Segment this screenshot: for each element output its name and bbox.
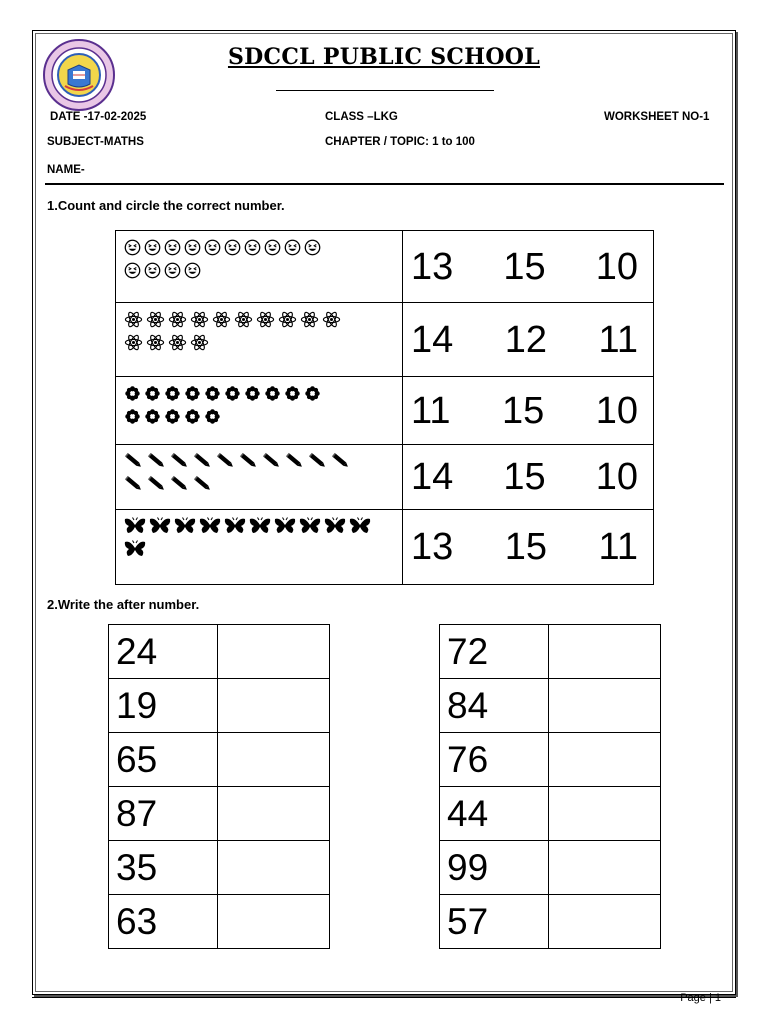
pencil-icon [331,451,351,471]
subject-label: SUBJECT-MATHS [47,136,144,148]
flower-icon [164,408,181,425]
flower-icon [224,385,241,402]
atom-icon [300,310,319,329]
given-number: 76 [440,733,549,787]
answer-option[interactable]: 15 [504,526,548,568]
after-number-row [440,787,661,841]
answer-box[interactable] [218,841,330,895]
laughing-face-icon [284,239,301,256]
atom-icon [190,310,209,329]
laughing-face-icon [164,262,181,279]
after-number-row [109,625,330,679]
answer-option[interactable]: 11 [598,318,638,361]
name-label: NAME- [47,164,85,176]
laughing-face-icon [244,239,261,256]
answer-option[interactable]: 15 [503,245,546,288]
title-rule [276,90,494,91]
pencil-icon [239,451,259,471]
butterfly-icon [124,517,146,535]
given-number: 44 [440,787,549,841]
pencil-icon [124,474,144,494]
atom-icon [168,333,187,352]
laughing-face-icon [184,239,201,256]
question-1-title: 1.Count and circle the correct number. [47,198,285,213]
pencil-icon [262,451,282,471]
answer-option[interactable]: 13 [411,245,454,288]
answer-box[interactable] [549,895,661,949]
pencil-icon [216,451,236,471]
after-number-row [109,679,330,733]
after-number-row [440,841,661,895]
answer-option[interactable]: 12 [504,318,548,361]
laughing-face-icon [224,239,241,256]
given-number: 65 [109,733,218,787]
pencil-icon [193,474,213,494]
answer-options [403,303,654,377]
butterfly-icon [274,517,296,535]
answer-box[interactable] [218,733,330,787]
given-number: 72 [440,625,549,679]
pencil-icon [285,451,305,471]
butterfly-icon [324,517,346,535]
after-number-row [440,625,661,679]
count-pictures [116,231,403,303]
pencil-icon [147,474,167,494]
answer-box[interactable] [549,625,661,679]
flower-icon [204,385,221,402]
butterfly-icon [299,517,321,535]
butterfly-icon [124,540,146,558]
answer-option[interactable]: 13 [411,526,454,568]
answer-options [403,510,654,585]
answer-option[interactable]: 10 [595,389,638,432]
pencil-icon [170,474,190,494]
after-number-row [109,787,330,841]
count-pictures [116,303,403,377]
atom-icon [124,333,143,352]
topic-label: CHAPTER / TOPIC: 1 to 100 [325,136,475,148]
question-2-title: 2.Write the after number. [47,597,200,612]
count-row [116,231,654,303]
flower-icon [184,385,201,402]
pencil-icon [124,451,144,471]
flower-icon [124,385,141,402]
atom-icon [256,310,275,329]
answer-box[interactable] [549,679,661,733]
page-number: Page | 1 [680,992,721,1004]
answer-option[interactable]: 15 [503,456,546,498]
laughing-face-icon [264,239,281,256]
butterfly-icon [349,517,371,535]
given-number: 35 [109,841,218,895]
answer-box[interactable] [218,679,330,733]
footer-rule [32,997,736,998]
flower-icon [304,385,321,402]
after-number-row [109,895,330,949]
flower-icon [164,385,181,402]
count-row [116,510,654,585]
school-name: SDCCL PUBLIC SCHOOL [227,44,541,70]
after-number-table-right [439,624,661,949]
count-row [116,303,654,377]
count-row [116,445,654,510]
answer-box[interactable] [218,625,330,679]
answer-option[interactable]: 11 [411,389,451,432]
laughing-face-icon [124,239,141,256]
pencil-icon [147,451,167,471]
name-rule [45,183,724,185]
atom-icon [234,310,253,329]
laughing-face-icon [144,262,161,279]
pencil-icon [170,451,190,471]
count-pictures [116,377,403,445]
atom-icon [212,310,231,329]
answer-option[interactable]: 15 [501,389,545,432]
answer-box[interactable] [549,787,661,841]
butterfly-icon [149,517,171,535]
butterfly-icon [199,517,221,535]
laughing-face-icon [184,262,201,279]
flower-icon [264,385,281,402]
given-number: 24 [109,625,218,679]
given-number: 87 [109,787,218,841]
after-number-row [109,733,330,787]
atom-icon [146,333,165,352]
atom-icon [322,310,341,329]
flower-icon [244,385,261,402]
butterfly-icon [249,517,271,535]
flower-icon [284,385,301,402]
answer-option[interactable]: 11 [598,526,638,568]
answer-options [403,377,654,445]
answer-box[interactable] [549,733,661,787]
answer-box[interactable] [218,895,330,949]
flower-icon [184,408,201,425]
after-number-row [440,679,661,733]
answer-option[interactable]: 14 [411,456,454,498]
after-number-row [109,841,330,895]
count-row [116,377,654,445]
flower-icon [124,408,141,425]
given-number: 19 [109,679,218,733]
atom-icon [190,333,209,352]
laughing-face-icon [144,239,161,256]
butterfly-icon [224,517,246,535]
after-number-table-left [108,624,330,949]
atom-icon [278,310,297,329]
atom-icon [124,310,143,329]
answer-box[interactable] [549,841,661,895]
after-number-row [440,895,661,949]
count-pictures [116,445,403,510]
answer-box[interactable] [218,787,330,841]
count-pictures [116,510,403,585]
atom-icon [168,310,187,329]
given-number: 84 [440,679,549,733]
laughing-face-icon [164,239,181,256]
answer-options [403,231,654,303]
laughing-face-icon [204,239,221,256]
class-label: CLASS –LKG [325,111,398,123]
flower-icon [144,385,161,402]
butterfly-icon [174,517,196,535]
flower-icon [204,408,221,425]
answer-option[interactable]: 10 [595,245,638,288]
worksheet-number: WORKSHEET NO-1 [604,111,710,123]
answer-option[interactable]: 14 [411,318,454,361]
flower-icon [144,408,161,425]
pencil-icon [308,451,328,471]
date-label: DATE -17-02-2025 [50,111,147,123]
laughing-face-icon [124,262,141,279]
answer-options [403,445,654,510]
given-number: 99 [440,841,549,895]
atom-icon [146,310,165,329]
answer-option[interactable]: 10 [595,456,638,498]
after-number-row [440,733,661,787]
laughing-face-icon [304,239,321,256]
given-number: 57 [440,895,549,949]
count-table [115,230,654,585]
given-number: 63 [109,895,218,949]
pencil-icon [193,451,213,471]
